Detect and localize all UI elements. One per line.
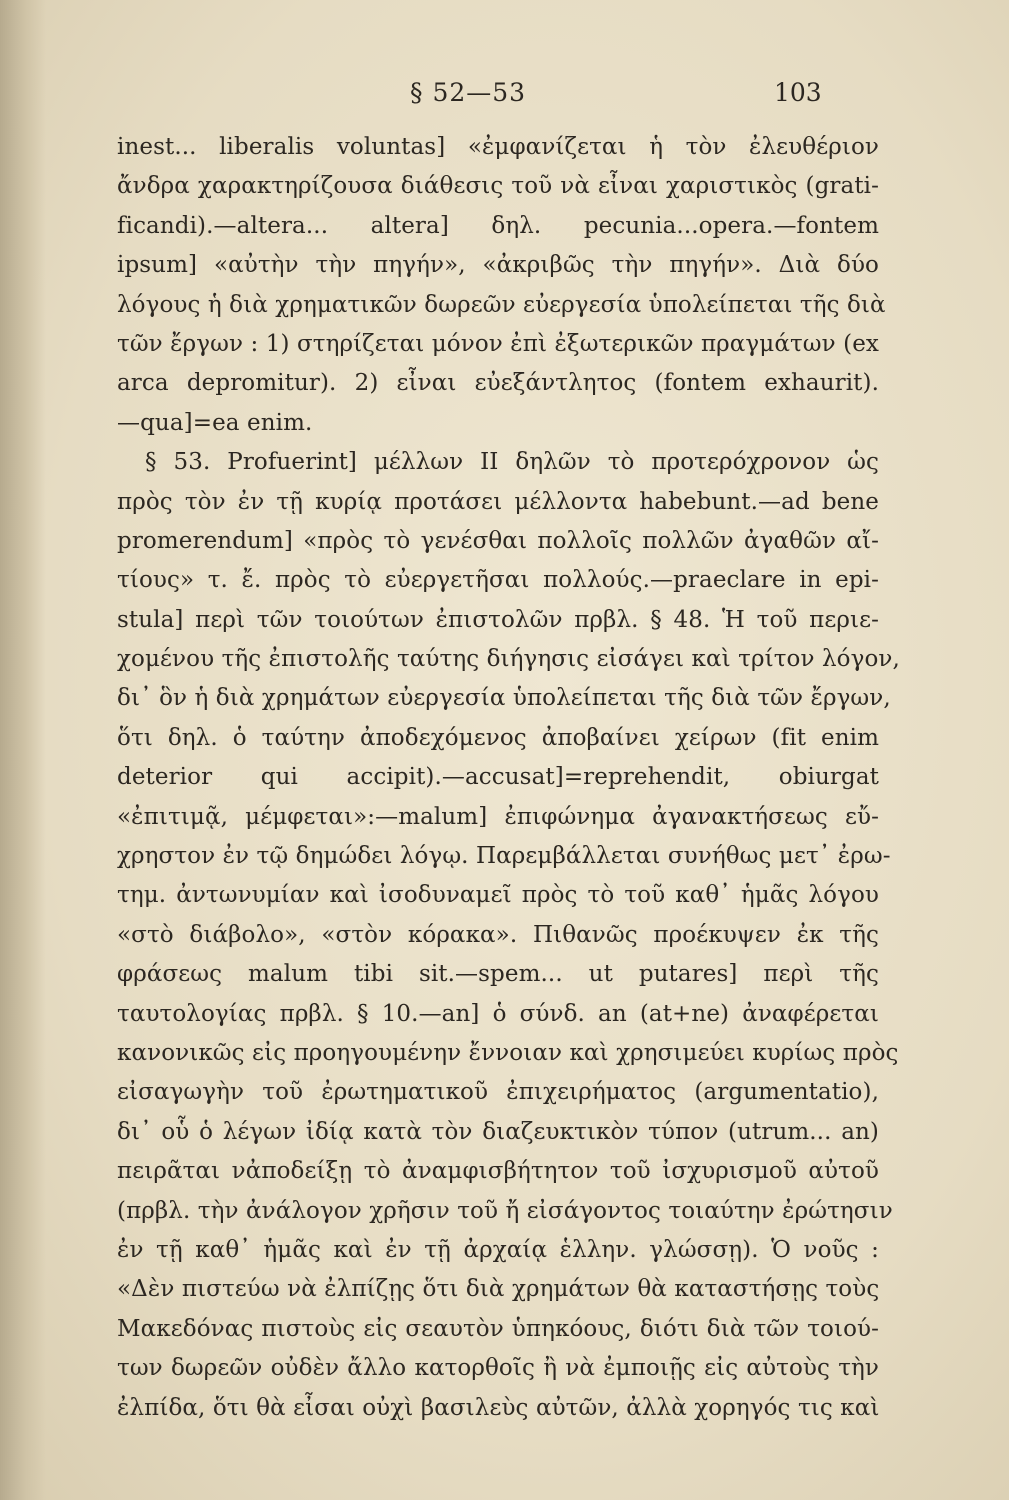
text-line: εἰσαγωγὴν τοῦ ἐρωτηματικοῦ ἐπιχειρήματος (argumentatio),	[117, 1079, 879, 1106]
section-reference: § 52—53	[410, 78, 527, 107]
text-line: stula] περὶ τῶν τοιούτων ἐπιστολῶν πρβλ. § 48. Ἡ τοῦ περιε-	[117, 606, 879, 633]
text-line: ὅτι δηλ. ὁ ταύτην ἀποδεχόμενος ἀποβαίνει χείρων (fit enim	[117, 724, 879, 751]
text-line: λόγους ἡ διὰ χρηματικῶν δωρεῶν εὐεργεσία ὑπολείπεται τῆς διὰ	[117, 291, 886, 318]
text-line: ἐλπίδα, ὅτι θὰ εἶσαι οὐχὶ βασιλεὺς αὐτῶν, ἀλλὰ χορηγός τις καὶ	[117, 1394, 880, 1421]
text-line: ταυτολογίας πρβλ. § 10.—an] ὁ σύνδ. an (at+ne) ἀναφέρεται	[117, 1000, 879, 1027]
text-line: (πρβλ. τὴν ἀνάλογον χρῆσιν τοῦ ἤ εἰσάγοντος τοιαύτην ἐρώτησιν	[117, 1197, 893, 1224]
text-line: φράσεως malum tibi sit.—spem... ut putares] περὶ τῆς	[117, 961, 879, 988]
text-line: τίους» τ. ἔ. πρὸς τὸ εὐεργετῆσαι πολλούς.—praeclare in epi-	[117, 567, 879, 594]
text-line: arca depromitur). 2) εἶναι εὐεξάντλητος (fontem exhaurit).	[117, 370, 879, 397]
text-line: χομένου τῆς ἐπιστολῆς ταύτης διήγησις εἰσάγει καὶ τρίτον λόγον,	[117, 646, 900, 673]
text-line: ἐν τῇ καθ᾽ ἡμᾶς καὶ ἐν τῇ ἀρχαίᾳ ἑλλην. γλώσσῃ). Ὁ νοῦς :	[117, 1236, 879, 1263]
text-line: χρηστον ἐν τῷ δημώδει λόγῳ. Παρεμβάλλεται συνήθως μετ᾽ ἐρω-	[117, 843, 891, 870]
text-line: promerendum] «πρὸς τὸ γενέσθαι πολλοῖς πολλῶν ἀγαθῶν αἴ-	[117, 527, 879, 554]
text-line: ficandi).—altera... altera] δηλ. pecunia...opera.—fontem	[117, 212, 879, 239]
text-line: δι᾽ ὃν ἡ διὰ χρημάτων εὐεργεσία ὑπολείπεται τῆς διὰ τῶν ἔργων,	[117, 685, 891, 712]
text-line: κανονικῶς εἰς προηγουμένην ἔννοιαν καὶ χρησιμεύει κυρίως πρὸς	[117, 1039, 899, 1066]
commentary-text	[117, 128, 900, 1428]
page-gutter-shadow	[0, 0, 46, 1500]
running-header	[0, 78, 1009, 114]
text-line: Μακεδόνας πιστοὺς εἰς σεαυτὸν ὑπηκόους, διότι διὰ τῶν τοιού-	[117, 1315, 879, 1342]
text-line: deterior qui accipit).—accusat]=reprehendit, obiurgat	[117, 764, 879, 791]
section-53-start-line: § 53. Profuerint] μέλλων II δηλῶν τὸ προτερόχρονον ὡς	[145, 449, 879, 476]
text-line: —qua]=ea enim.	[117, 409, 313, 436]
text-line: δι᾽ οὗ ὁ λέγων ἰδίᾳ κατὰ τὸν διαζευκτικὸν τύπον (utrum... an)	[117, 1118, 879, 1145]
text-line: τημ. ἀντωνυμίαν καὶ ἰσοδυναμεῖ πρὸς τὸ τοῦ καθ᾽ ἡμᾶς λόγου	[117, 882, 879, 909]
text-line: «Δὲν πιστεύω νὰ ἐλπίζῃς ὅτι διὰ χρημάτων θὰ καταστήσῃς τοὺς	[117, 1276, 880, 1303]
page-number: 103	[774, 78, 822, 107]
text-line: «ἐπιτιμᾷ, μέμφεται»:—malum] ἐπιφώνημα ἀγανακτήσεως εὔ-	[117, 803, 879, 830]
text-line: inest... liberalis voluntas] «ἐμφανίζεται ἡ τὸν ἐλευθέριον	[117, 134, 879, 160]
text-line: πρὸς τὸν ἐν τῇ κυρίᾳ προτάσει μέλλοντα habebunt.—ad bene	[117, 488, 879, 515]
text-line: ἄνδρα χαρακτηρίζουσα διάθεσις τοῦ νὰ εἶναι χαριστικὸς (grati-	[117, 173, 879, 200]
text-line: των δωρεῶν οὐδὲν ἄλλο κατορθοῖς ἢ νὰ ἐμποιῇς εἰς αὐτοὺς τὴν	[117, 1355, 879, 1382]
text-line: πειρᾶται νἀποδείξῃ τὸ ἀναμφισβήτητον τοῦ ἰσχυρισμοῦ αὐτοῦ	[117, 1158, 879, 1185]
text-line: «στὸ διάβολο», «στὸν κόρακα». Πιθανῶς προέκυψεν ἐκ τῆς	[117, 921, 879, 948]
text-line: τῶν ἔργων : 1) στηρίζεται μόνον ἐπὶ ἐξωτερικῶν πραγμάτων (ex	[117, 330, 879, 357]
text-line: ipsum] «αὐτὴν τὴν πηγήν», «ἀκριβῶς τὴν πηγήν». Διὰ δύο	[117, 252, 879, 279]
